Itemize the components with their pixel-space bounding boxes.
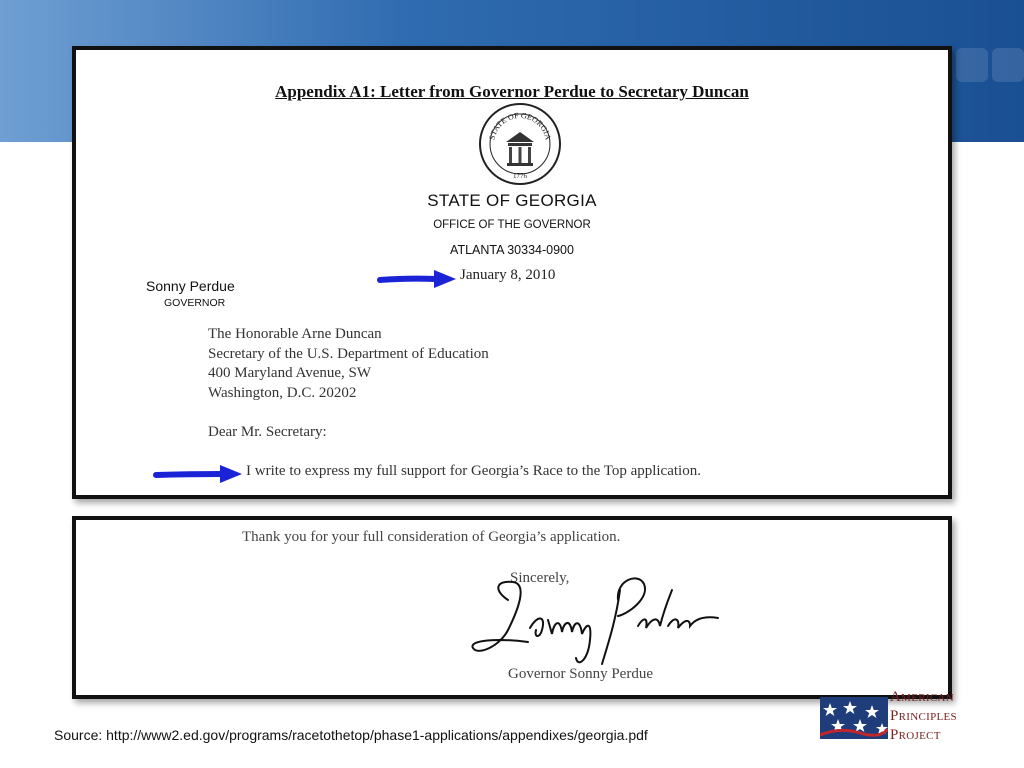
american-principles-project-logo bbox=[818, 688, 978, 744]
letter-date: January 8, 2010 bbox=[460, 267, 556, 283]
governor-name: Sonny Perdue bbox=[146, 278, 235, 294]
logo-line: Project bbox=[890, 727, 941, 743]
city-zip: ATLANTA 30334-0900 bbox=[450, 243, 574, 257]
signature-image bbox=[468, 560, 738, 672]
letter-body-line: I write to express my full support for Georgia’s Race to the Top application. bbox=[246, 463, 701, 479]
georgia-seal-icon bbox=[478, 102, 562, 186]
appendix-title: Appendix A1: Letter from Governor Perdue to Secretary Duncan bbox=[275, 82, 749, 101]
letter-closing-panel bbox=[72, 516, 952, 699]
governor-title: GOVERNOR bbox=[164, 297, 226, 309]
recipient-address bbox=[208, 325, 489, 403]
flag-icon bbox=[820, 697, 888, 739]
address-line: Secretary of the U.S. Department of Education bbox=[208, 345, 489, 362]
header-tile bbox=[956, 48, 988, 82]
arrow-right-icon bbox=[376, 268, 458, 290]
arrow-right-icon bbox=[152, 463, 244, 485]
sign-off: Sincerely, bbox=[510, 570, 570, 586]
logo-line: Principles bbox=[890, 708, 957, 724]
seal-year: 1776 bbox=[513, 172, 527, 180]
address-line: 400 Maryland Avenue, SW bbox=[208, 365, 372, 381]
logo-text bbox=[890, 688, 957, 745]
header-tile bbox=[992, 48, 1024, 82]
state-name: STATE OF GEORGIA bbox=[427, 191, 597, 210]
logo-line: American bbox=[890, 689, 954, 705]
office-heading: OFFICE OF THE GOVERNOR bbox=[433, 219, 591, 231]
seal-text: STATE OF GEORGIA bbox=[487, 110, 553, 141]
closing-thanks: Thank you for your full consideration of Georgia’s application. bbox=[242, 529, 621, 545]
address-line: Washington, D.C. 20202 bbox=[208, 384, 357, 401]
salutation: Dear Mr. Secretary: bbox=[208, 424, 327, 440]
address-line: The Honorable Arne Duncan bbox=[208, 326, 382, 342]
signer-name: Governor Sonny Perdue bbox=[508, 666, 653, 682]
source-citation: Source: http://www2.ed.gov/programs/racetothetop/phase1-applications/appendixes/georgia.pdf bbox=[54, 727, 648, 743]
letter-excerpt-panel bbox=[72, 46, 952, 499]
